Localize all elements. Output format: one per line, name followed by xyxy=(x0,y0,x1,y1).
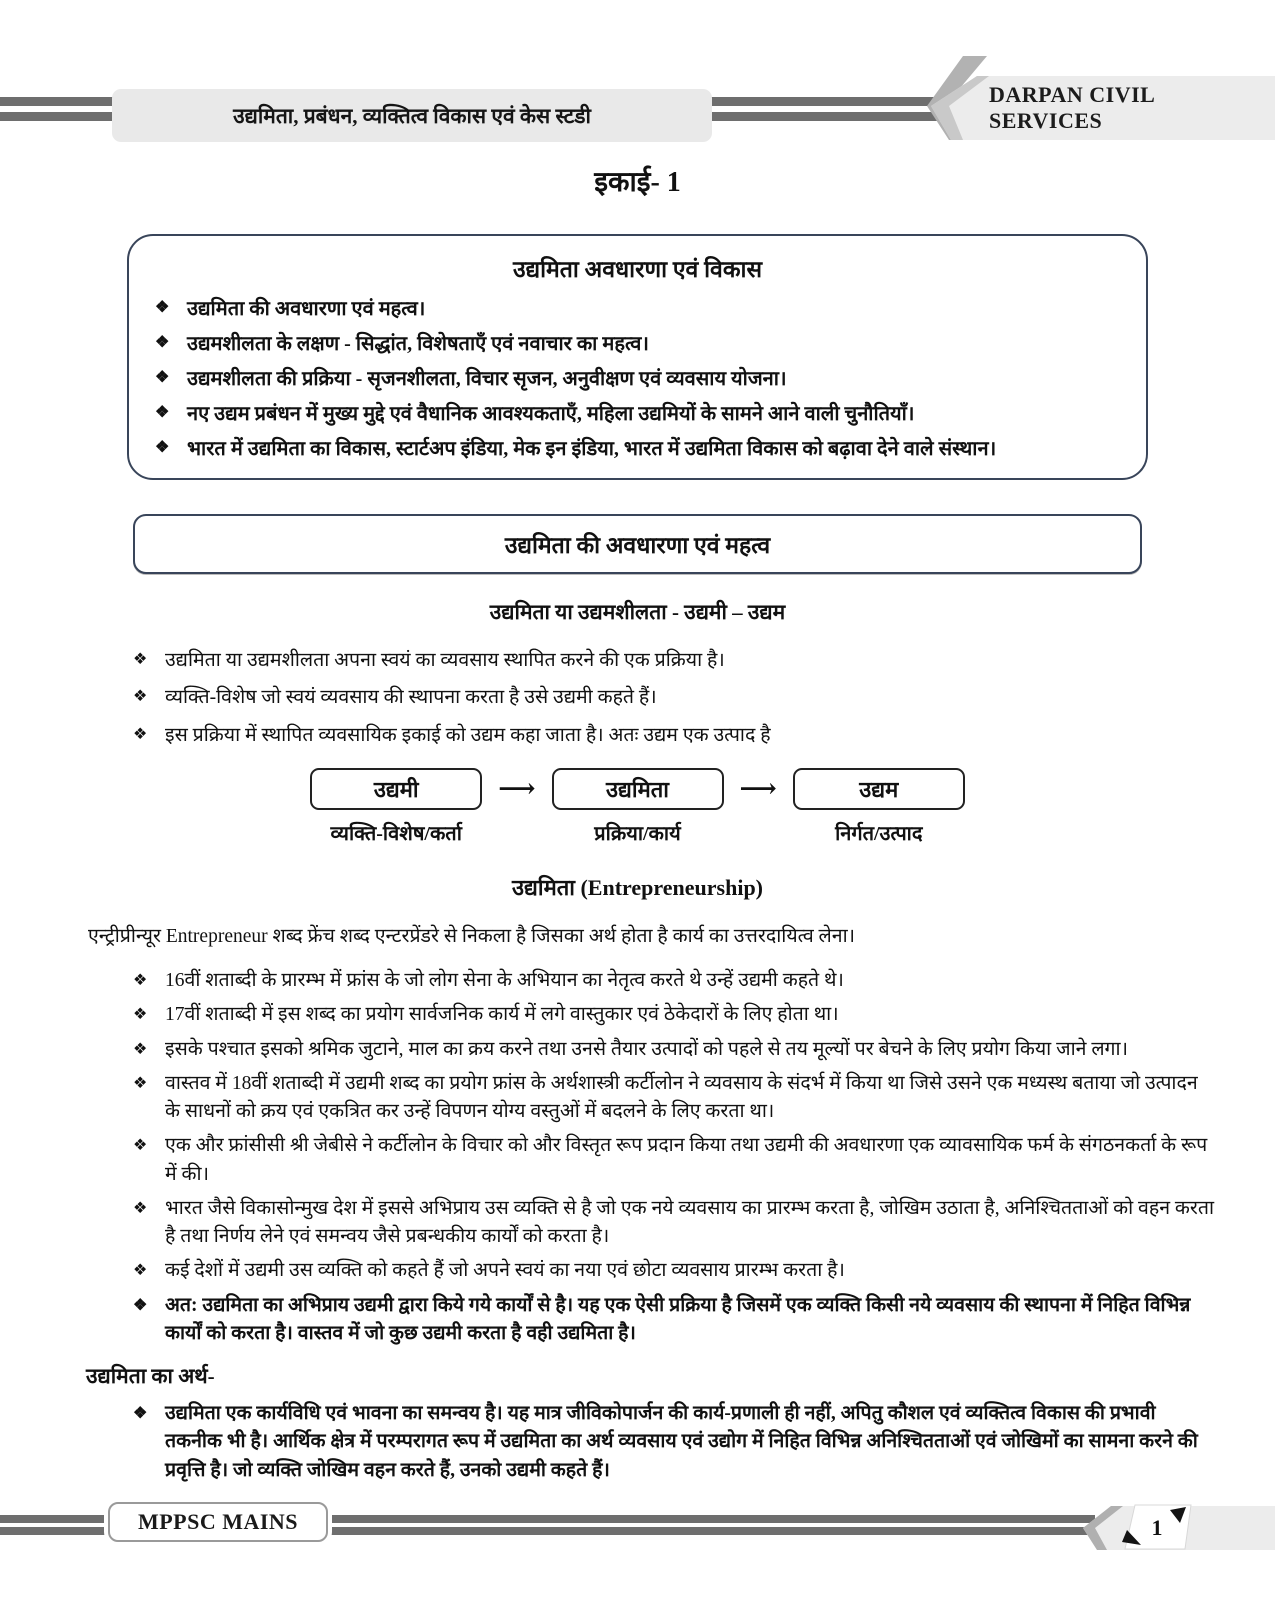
list-item xyxy=(155,366,1120,392)
list-item xyxy=(133,646,1205,675)
list-item-text: उद्यमिता एक कार्यविधि एवं भावना का समन्वय है। यह मात्र जीविकोपार्जन की कार्य-प्रणाली ही नहीं, अपितु कौशल एवं व्यक्तित्व विकास की प्रभावी तकनीक भी है। आर्थिक क्षेत्र में परम्परागत रूप में उद्यमिता का अर्थ व्यवसाय एवं उद्योग में निहित विभिन्न अनिश्चितताओं एवं जोखिमों का सामना करने की प्रवृत्ति है। जो व्यक्ति जोखिम वहन करते हैं, उनको उद्यमी कहते हैं। xyxy=(165,1403,1198,1481)
publisher-name: DARPAN CIVIL SERVICES xyxy=(989,82,1155,133)
diamond-bullet-icon: ❖ xyxy=(133,972,148,989)
diamond-bullet-icon: ❖ xyxy=(133,1137,148,1155)
list-item-text: उद्यमशीलता की प्रक्रिया - सृजनशीलता, विचार सृजन, अनुवीक्षण एवं व्यवसाय योजना। xyxy=(187,368,787,390)
diamond-bullet-icon: ❖ xyxy=(155,299,170,316)
flow-sublabel: निर्गत/उत्पाद xyxy=(835,822,923,845)
list-item xyxy=(133,1001,1215,1029)
subject-banner xyxy=(112,89,712,142)
entrepreneurship-heading: उद्यमिता (Entrepreneurship) xyxy=(511,874,764,900)
list-item-text: व्यक्ति-विशेष जो स्वयं व्यवसाय की स्थापना करता है उसे उद्यमी कहते हैं। xyxy=(165,687,657,709)
list-item xyxy=(133,1292,1215,1349)
list-item xyxy=(155,331,1120,357)
unit-title: इकाई- 1 xyxy=(594,167,681,198)
list-item-text: उद्यमशीलता के लक्षण - सिद्धांत, विशेषताएँ एवं नवाचार का महत्व। xyxy=(187,333,649,355)
list-item-text: इस प्रक्रिया में स्थापित व्यवसायिक इकाई को उद्यम कहा जाता है। अतः उद्यम एक उत्पाद है xyxy=(165,724,771,746)
list-item xyxy=(133,1036,1215,1064)
list-item-text: इसके पश्चात इसको श्रमिक जुटाने, माल का क्रय करने तथा उनसे तैयार उत्पादों को पहले से तय मूल्यों पर बेचने के लिए प्रयोग किया जाने लगा। xyxy=(165,1038,1128,1060)
list-item xyxy=(155,296,1120,322)
list-item-text: भारत जैसे विकासोन्मुख देश में इससे अभिप्राय उस व्यक्ति से है जो एक नये व्यवसाय का प्रारम्भ करता है, जोखिम उठाता है, अनिश्चितताओं को वहन करता है तथा निर्णय लेने एवं समन्वय जैसे प्रबन्धकीय कार्यों को करता है। xyxy=(165,1197,1215,1248)
subject-title: उद्यमिता, प्रबंधन, व्यक्तित्व विकास एवं केस स्टडी xyxy=(233,103,591,128)
flow-sublabel: प्रक्रिया/कार्य xyxy=(594,822,681,845)
diamond-bullet-icon: ❖ xyxy=(155,369,170,386)
list-item-text: उद्यमिता या उद्यमशीलता अपना स्वयं का व्यवसाय स्थापित करने की एक प्रक्रिया है। xyxy=(165,650,725,671)
diamond-bullet-icon: ❖ xyxy=(133,1262,148,1280)
list-item xyxy=(133,1070,1215,1127)
diamond-bullet-icon: ❖ xyxy=(133,1199,148,1217)
list-item xyxy=(155,401,1120,427)
list-item-text: एक और फ्रांसीसी श्री जेबीसे ने कर्टीलोन के विचार को और विस्तृत रूप प्रदान किया तथा उद्यमी की अवधारणा एक व्यावसायिक फर्म के संगठनकर्ता के रूप में की। xyxy=(165,1135,1208,1185)
list-item-text: नए उद्यम प्रबंधन में मुख्य मुद्दे एवं वैधानिक आवश्यकताएँ, महिला उद्यमियों के सामने आने वाली चुनौतियाँ। xyxy=(187,403,915,425)
page-content xyxy=(0,162,1275,1493)
flow-sublabel: व्यक्ति-विशेष/कर्ता xyxy=(330,822,462,845)
flow-box: उद्यम xyxy=(793,768,965,810)
list-item xyxy=(133,683,1205,712)
section-subtitle: उद्यमिता या उद्यमशीलता - उद्यमी – उद्यम xyxy=(489,600,786,624)
meaning-point-list xyxy=(133,1400,1211,1485)
list-item xyxy=(133,1195,1215,1252)
list-item xyxy=(133,1400,1211,1485)
publisher-banner xyxy=(923,56,1275,140)
flow-node-udyam xyxy=(793,768,965,846)
flow-node-udyami xyxy=(310,768,482,846)
section-heading-box: उद्यमिता की अवधारणा एवं महत्व xyxy=(133,514,1142,574)
entrepreneurship-point-list xyxy=(133,967,1215,1348)
entrepreneurship-intro-paragraph: एन्ट्रीप्रीन्यूर Entrepreneur शब्द फ्रेंच शब्द एन्टरप्रेंडरे से निकला है जिसका अर्थ होता है कार्य का उत्तरदायित्व लेना। xyxy=(88,925,856,947)
flow-node-udyamita xyxy=(552,768,724,846)
diamond-bullet-icon: ❖ xyxy=(133,1296,148,1314)
list-item-text: कई देशों में उद्यमी उस व्यक्ति को कहते हैं जो अपने स्वयं का नया एवं छोटा व्यवसाय प्रारम्भ करता है। xyxy=(165,1260,845,1282)
page-footer xyxy=(0,1500,1275,1570)
list-item xyxy=(133,1257,1215,1285)
right-arrow-icon: ⟶ xyxy=(739,773,777,803)
diamond-bullet-icon: ❖ xyxy=(133,1040,148,1058)
flow-box: उद्यमिता xyxy=(552,768,724,810)
overview-box-title: उद्यमिता अवधारणा एवं विकास xyxy=(513,257,762,282)
list-item xyxy=(133,967,1215,995)
diamond-bullet-icon: ❖ xyxy=(133,725,148,743)
page-header xyxy=(0,0,1275,170)
flow-diagram xyxy=(0,768,1275,846)
list-item xyxy=(133,1132,1215,1189)
diamond-bullet-icon: ❖ xyxy=(133,1074,148,1092)
diamond-bullet-icon: ❖ xyxy=(133,1006,148,1024)
diamond-bullet-icon: ❖ xyxy=(133,1405,148,1423)
list-item-text: 17वीं शताब्दी में इस शब्द का प्रयोग सार्वजनिक कार्य में लगे वास्तुकार एवं ठेकेदारों के लिए होता था। xyxy=(165,1004,839,1026)
page-number: 1 xyxy=(1151,1515,1163,1540)
page-tab-shape xyxy=(1077,1504,1275,1550)
page-number-tab xyxy=(1077,1504,1275,1550)
list-item-text: 16वीं शताब्दी के प्रारम्भ में फ्रांस के जो लोग सेना के अभियान का नेतृत्व करते थे उन्हें उद्यमी कहते थे। xyxy=(165,970,844,991)
diamond-bullet-icon: ❖ xyxy=(155,439,170,456)
right-arrow-icon: ⟶ xyxy=(498,773,536,803)
list-item-text: अत: उद्यमिता का अभिप्राय उद्यमी द्वारा किये गये कार्यों से है। यह एक ऐसी प्रक्रिया है जिसमें एक व्यक्ति किसी नये व्यवसाय की स्थापना में निहित विभिन्न कार्यों को करता है। वास्तव में जो कुछ उद्यमी करता है वही उद्यमिता है। xyxy=(165,1294,1191,1344)
overview-box xyxy=(127,234,1148,480)
exam-badge: MPPSC MAINS xyxy=(108,1502,328,1542)
list-item xyxy=(155,436,1120,462)
list-item xyxy=(133,721,1205,750)
meaning-heading: उद्यमिता का अर्थ- xyxy=(86,1364,215,1389)
diamond-bullet-icon: ❖ xyxy=(133,651,148,668)
intro-point-list xyxy=(133,646,1205,750)
diamond-bullet-icon: ❖ xyxy=(133,688,148,706)
diamond-bullet-icon: ❖ xyxy=(155,404,170,421)
list-item-text: उद्यमिता की अवधारणा एवं महत्व। xyxy=(187,298,426,320)
flow-box: उद्यमी xyxy=(310,768,482,810)
list-item-text: भारत में उद्यमिता का विकास, स्टार्टअप इंडिया, मेक इन इंडिया, भारत में उद्यमिता विकास को बढ़ावा देने वाले संस्थान। xyxy=(187,438,997,460)
diamond-bullet-icon: ❖ xyxy=(155,334,170,351)
list-item-text: वास्तव में 18वीं शताब्दी में उद्यमी शब्द का प्रयोग फ्रांस के अर्थशास्त्री कर्टीलोन ने व्यवसाय के संदर्भ में किया था जिसे उसने एक मध्यस्थ बताया जो उत्पादन के साधनों को क्रय एवं एकत्रित कर उन्हें विपणन योग्य वस्तुओं में बदलने के लिए करता था। xyxy=(165,1072,1198,1123)
